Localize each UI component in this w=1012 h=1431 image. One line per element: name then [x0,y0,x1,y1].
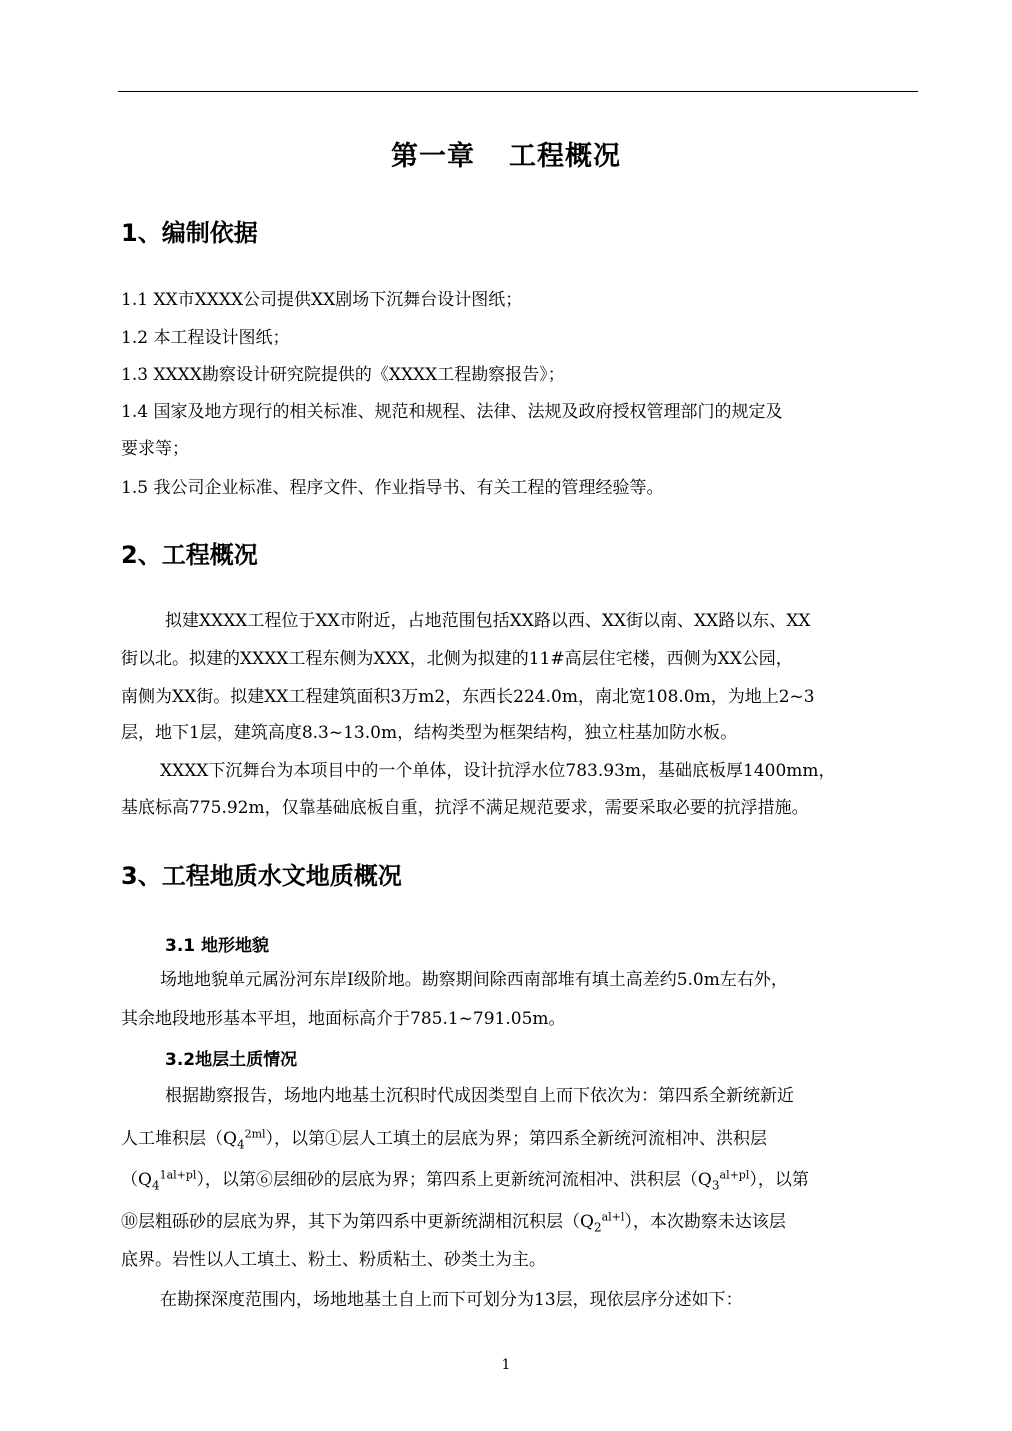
terrain-line-1: 场地地貌单元属汾河东岸Ⅰ级阶地。勘察期间除西南部堆有填土高差约5.0m左右外， [160,970,788,990]
strata-line-6: 在勘探深度范围内，场地地基土自上而下可划分为13层，现依层序分述如下： [160,1290,743,1310]
terrain-line-2: 其余地段地形基本平坦，地面标高介于785.1~791.05m。 [121,1009,566,1029]
strata-line-3: $(Q_4^{1al+pl})$，以第⑥层细砂的层底为界；第四系上更新统河流相冲、洪积层$(Q_3^{al+pl})$，以第 [121,1168,809,1193]
strata-line-5: 底界。岩性以人工填土、粉土、粉质粘土、砂类土为主。 [121,1250,546,1270]
strata-line-4: ⑩层粗砾砂的层底为界，其下为第四系中更新统湖相沉积层$(Q_2^{al+l})$，本次勘察未达该层 [121,1210,786,1235]
quaternary-superscript: al+l [601,1210,625,1224]
overview-line-2: 街以北。拟建的XXXX工程东侧为XXX，北侧为拟建的11#高层住宅楼，西侧为XX公园， [121,649,793,669]
subsection-heading-3-2: 3.2地层土质情况 [165,1050,298,1070]
overview-line-3: 南侧为XX街。拟建XX工程建筑面积3万m2，东西长224.0m，南北宽108.0m，为地上2~3 [121,687,815,707]
chapter-title [0,134,1012,173]
basis-item-3: 1.3 XXXX勘察设计研究院提供的《XXXX工程勘察报告》； [121,365,565,385]
basis-item-4: 1.4 国家及地方现行的相关标准、规范和规程、法律、法规及政府授权管理部门的规定及 [121,402,783,422]
quaternary-subscript: 2 [593,1220,602,1235]
section-heading-1: 1、编制依据 [121,219,258,247]
basis-item-4-cont: 要求等； [121,439,189,459]
chapter-name: 工程概况 [509,141,621,172]
page-number: 1 [501,1357,511,1373]
section-heading-3: 3、工程地质水文地质概况 [121,862,402,890]
overview-line-5: XXXX下沉舞台为本项目中的一个单体，设计抗浮水位783.93m，基础底板厚1400mm， [160,761,836,781]
overview-line-6: 基底标高775.92m，仅靠基础底板自重，抗浮不满足规范要求，需要采取必要的抗浮措施。 [121,798,809,818]
overview-line-1: 拟建XXXX工程位于XX市附近，占地范围包括XX路以西、XX街以南、XX路以东、XX [165,611,811,631]
quaternary-superscript: 2ml [244,1127,266,1141]
subsection-heading-3-1: 3.1 地形地貌 [165,936,270,956]
quaternary-subscript: 3 [711,1178,720,1193]
basis-item-1: 1.1 XX市XXXX公司提供XX剧场下沉舞台设计图纸； [121,290,523,310]
strata-line-2: 人工堆积层$(Q_4^{2ml})$，以第①层人工填土的层底为界；第四系全新统河流相冲、洪积层 [121,1127,768,1152]
header-rule [118,91,918,92]
quaternary-superscript: 1al+pl [159,1168,197,1182]
quaternary-subscript: 4 [151,1178,160,1193]
chapter-number: 第一章 [391,141,475,172]
basis-item-5: 1.5 我公司企业标准、程序文件、作业指导书、有关工程的管理经验等。 [121,478,664,498]
quaternary-superscript: al+pl [719,1168,750,1182]
overview-line-4: 层，地下1层，建筑高度8.3~13.0m，结构类型为框架结构，独立柱基加防水板。 [121,723,738,743]
strata-line-1: 根据勘察报告，场地内地基土沉积时代成因类型自上而下依次为：第四系全新统新近 [165,1086,794,1106]
quaternary-subscript: 4 [236,1137,245,1152]
basis-item-2: 1.2 本工程设计图纸； [121,328,290,348]
section-heading-2: 2、工程概况 [121,541,258,569]
